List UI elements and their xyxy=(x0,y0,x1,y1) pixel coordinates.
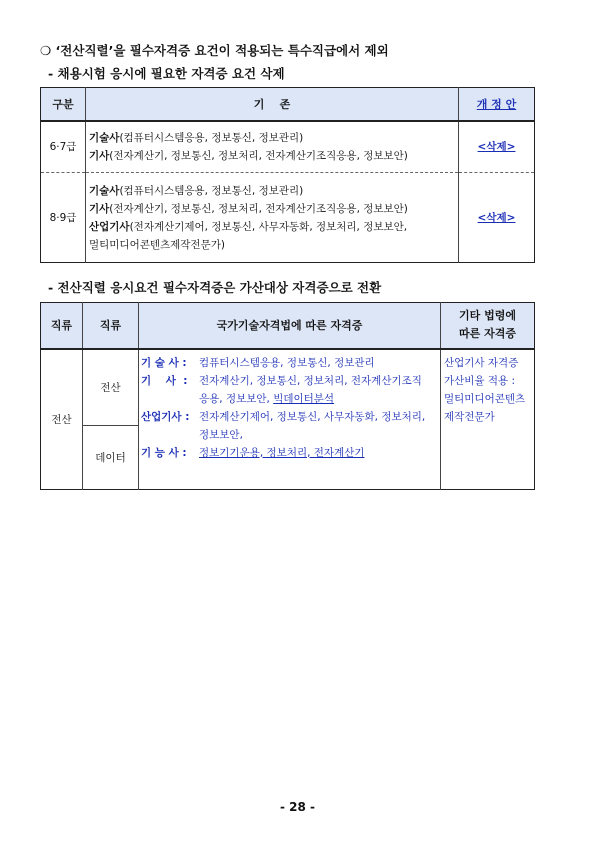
header-subseries: 직류 xyxy=(83,303,139,349)
header-revision: 개 정 안 xyxy=(459,88,535,121)
revision-delete-8-9: <삭제> xyxy=(477,212,516,224)
header-category: 구분 xyxy=(41,88,86,121)
bonus-certificate-table xyxy=(40,302,535,490)
subseries-data: 데이터 xyxy=(83,426,139,490)
cert-line-data: 기 능 사 : 정보기기운용, 정보처리, 전자계산기 xyxy=(141,446,365,459)
cert-line: 기 사 : 전자계산기, 정보통신, 정보처리, 전자계산기조직 xyxy=(141,374,422,387)
cert-line: 정보보안, xyxy=(199,428,243,441)
header-other-cert: 기타 법령에 따른 자격증 xyxy=(441,303,535,349)
subseries-jeonsan: 전산 xyxy=(83,349,139,426)
series-jeonsan: 전산 xyxy=(41,349,83,490)
national-cert-list xyxy=(139,349,441,490)
cert-line: 기 술 사 : 컴퓨터시스템응용, 정보통신, 정보관리 xyxy=(141,356,375,369)
grade-6-7: 6·7급 xyxy=(41,121,86,173)
page-number: - 28 - xyxy=(279,800,315,814)
subsection-title-1: - 채용시험 응시에 필요한 자격증 요건 삭제 xyxy=(48,66,285,81)
existing-requirements-6-7 xyxy=(86,121,459,173)
requirement-line: 기술사(컴퓨터시스템응용, 정보통신, 정보관리) xyxy=(89,131,304,144)
header-existing: 기 존 xyxy=(86,88,459,121)
revision-delete-6-7: <삭제> xyxy=(459,121,535,173)
requirement-line: 기사(전자계산기, 정보통신, 정보처리, 전자계산기조직응용, 정보보안) xyxy=(89,202,408,215)
header-series: 직류 xyxy=(41,303,83,349)
requirement-line: 기사(전자계산기, 정보통신, 정보처리, 전자계산기조직응용, 정보보안) xyxy=(89,149,408,162)
requirements-table xyxy=(40,87,535,263)
existing-requirements-8-9 xyxy=(86,173,459,263)
requirement-line: 산업기사(전자계산기제어, 정보통신, 사무자동화, 정보처리, 정보보안, xyxy=(89,220,408,233)
other-cert-list: 산업기사 자격증 가산비율 적용 : 멀티미디어콘텐츠 제작전문가 xyxy=(444,356,526,423)
grade-8-9: 8·9급 xyxy=(41,173,86,263)
section-title: ❍ ‘전산직렬’을 필수자격증 요건이 적용되는 특수직급에서 제외 xyxy=(40,43,389,58)
requirement-line: 멀티미디어콘텐츠제작전문가) xyxy=(89,238,225,251)
header-national-cert: 국가기술자격법에 따른 자격증 xyxy=(139,303,441,349)
cert-line: 산업기사 : 전자계산기제어, 정보통신, 사무자동화, 정보처리, xyxy=(141,410,426,423)
cert-line: 응용, 정보보안, 빅데이터분석 xyxy=(199,392,335,405)
subsection-title-2: - 전산직렬 응시요건 필수자격증은 가산대상 자격증으로 전환 xyxy=(48,280,382,295)
bigdata-cert: 빅데이터분석 xyxy=(273,392,335,405)
requirement-line: 기술사(컴퓨터시스템응용, 정보통신, 정보관리) xyxy=(89,184,304,197)
